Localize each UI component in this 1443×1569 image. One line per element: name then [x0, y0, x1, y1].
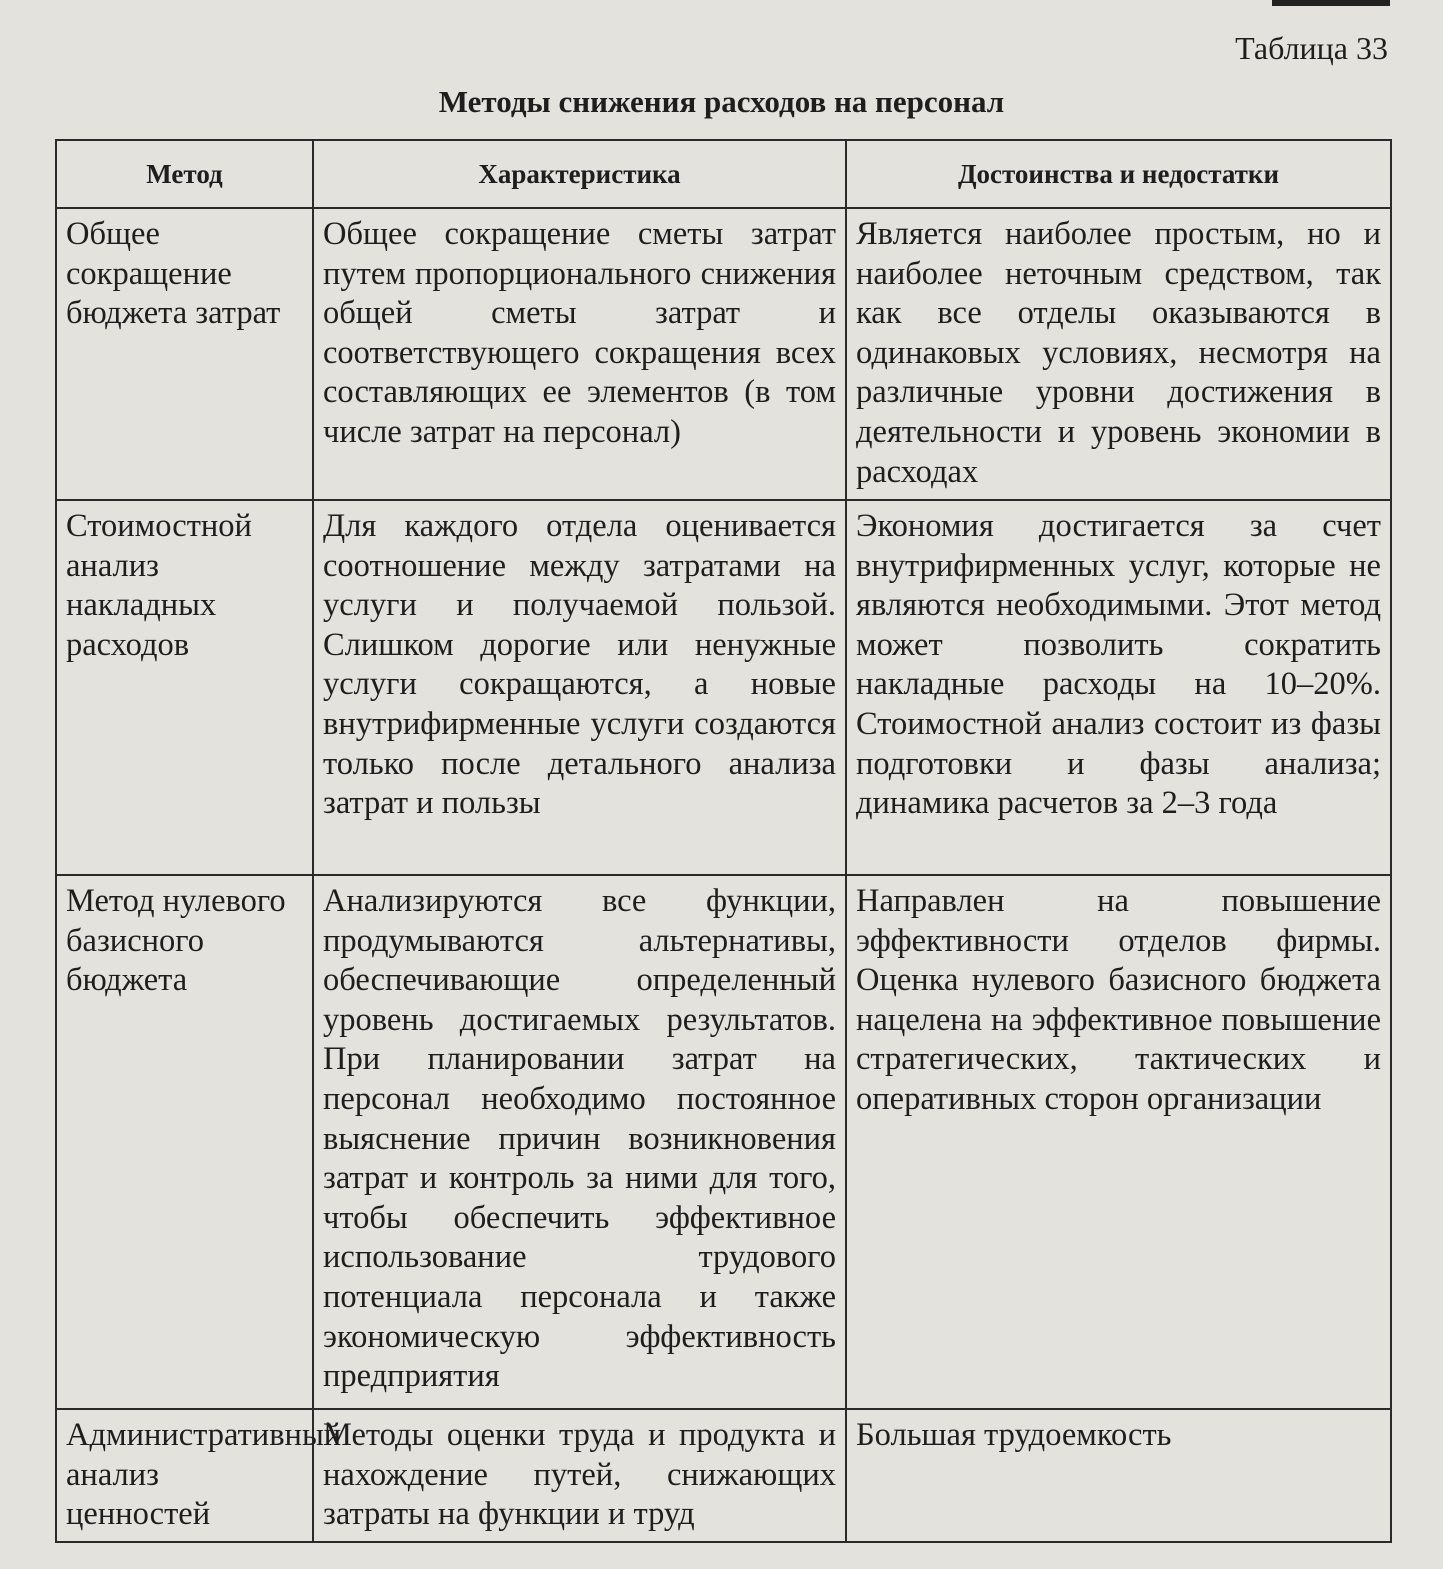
cell-pros-cons: Направлен на повышение эффективности отделов фирмы. Оценка нулевого базисного бюджета нацелена на эффективное повышение стратегических, тактических и оперативных сторон организации: [846, 875, 1391, 1409]
table-row: [56, 875, 1391, 1409]
table-header-row: [56, 140, 1391, 208]
header-method: Метод: [56, 140, 313, 208]
methods-table: [55, 139, 1392, 1543]
cell-pros-cons: Большая трудоемкость: [846, 1409, 1391, 1542]
table-row: [56, 1409, 1391, 1542]
table-number: Таблица 33: [1235, 30, 1388, 66]
cell-method: Стоимостной анализ накладных расходов: [56, 500, 313, 875]
cell-pros-cons: Экономия достигается за счет внутрифирменных услуг, которые не являются необходимыми. Этот метод может позволить сократить накладные расходы на 10–20%. Стоимостной анализ состоит из фазы подготовки и фазы анализа; динамика расчетов за 2–3 года: [846, 500, 1391, 875]
cell-characteristic: Методы оценки труда и продукта и нахождение путей, снижающих затраты на функции и труд: [313, 1409, 846, 1542]
table-row: [56, 500, 1391, 875]
table-title: Методы снижения расходов на персонал: [438, 84, 1005, 119]
header-pros-cons: Достоинства и недостатки: [846, 140, 1391, 208]
table-row: [56, 208, 1391, 500]
cell-characteristic: Общее сокращение сметы затрат путем пропорционального снижения общей сметы затрат и соответствующего сокращения всех составляющих ее элементов (в том числе затрат на персонал): [313, 208, 846, 500]
page-corner-mark: [1272, 0, 1390, 6]
cell-method: Метод нулевого базисного бюджета: [56, 875, 313, 1409]
cell-method: Общее сокращение бюджета затрат: [56, 208, 313, 500]
cell-characteristic: Для каждого отдела оценивается соотношение между затратами на услуги и получаемой пользой. Слишком дорогие или ненужные услуги сокращаются, а новые внутрифирменные услуги создаются только после детального анализа затрат и пользы: [313, 500, 846, 875]
cell-method: Административный анализ ценностей: [56, 1409, 313, 1542]
header-characteristic: Характеристика: [313, 140, 846, 208]
cell-pros-cons: Является наиболее простым, но и наиболее неточным средством, так как все отделы оказываются в одинаковых условиях, несмотря на различные уровни достижения в деятельности и уровень экономии в расходах: [846, 208, 1391, 500]
cell-characteristic: Анализируются все функции, продумываются альтернативы, обеспечивающие определенный уровень достигаемых результатов. При планировании затрат на персонал необходимо постоянное выяснение причин возникновения затрат и контроль за ними для того, чтобы обеспечить эффективное использование трудового потенциала персонала и также экономическую эффективность предприятия: [313, 875, 846, 1409]
